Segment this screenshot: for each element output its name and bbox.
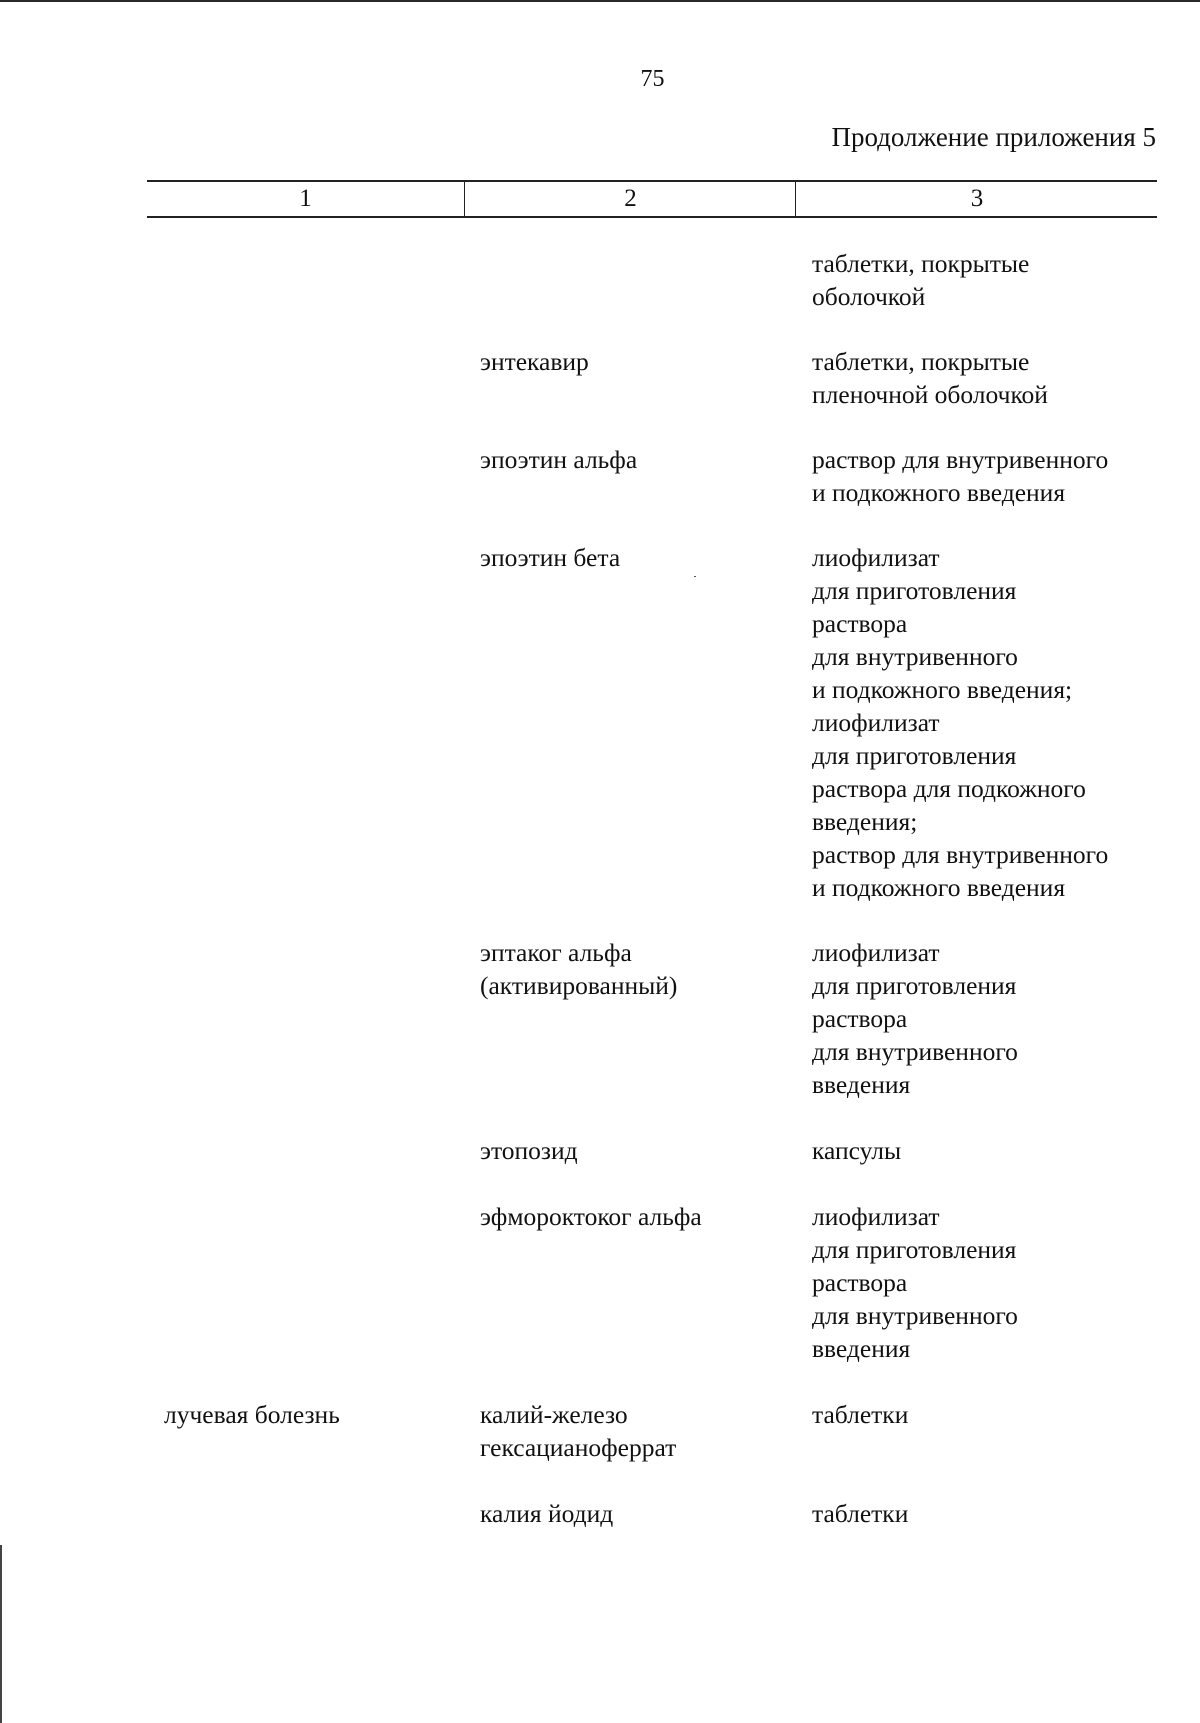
cell-line: (активированный) — [480, 971, 678, 1000]
cell-line: энтекавир — [480, 347, 589, 376]
cell-line: для внутривенного — [812, 1037, 1018, 1066]
drug-cell — [480, 1200, 702, 1233]
drug-cell — [480, 1134, 578, 1167]
cell-line: введения — [812, 1334, 911, 1363]
drug-cell — [480, 1398, 676, 1464]
cell-line: эпоэтин альфа — [480, 445, 638, 474]
header-cell-2: 2 — [464, 182, 796, 216]
cell-line: оболочкой — [812, 282, 926, 311]
cell-line: таблетки — [812, 1400, 909, 1429]
cell-line: для приготовления — [812, 741, 1017, 770]
cell-line: калий-железо — [480, 1400, 628, 1429]
cell-line: для приготовления — [812, 1235, 1017, 1264]
cell-line: этопозид — [480, 1136, 578, 1165]
drug-cell — [480, 936, 677, 1002]
page-number: 75 — [640, 66, 665, 92]
cell-line: эптаког альфа — [480, 938, 632, 967]
cell-line: гексацианоферрат — [480, 1433, 677, 1462]
cell-line: раствора для подкожного — [812, 774, 1086, 803]
cell-line: таблетки, покрытые — [812, 347, 1030, 376]
cell-line: лиофилизат — [812, 938, 940, 967]
table-header — [147, 180, 1157, 218]
disease-cell — [164, 1398, 340, 1431]
dosage-form-cell — [812, 443, 1108, 509]
dosage-form-cell — [812, 1200, 1018, 1365]
dosage-form-cell — [812, 1497, 908, 1530]
cell-line: для внутривенного — [812, 642, 1018, 671]
header-cell-1: 1 — [299, 185, 312, 212]
scan-edge-left — [0, 1545, 2, 1723]
cell-line: и подкожного введения; — [812, 675, 1073, 704]
cell-line: введения — [812, 1070, 911, 1099]
cell-line: и подкожного введения — [812, 873, 1066, 902]
dosage-form-cell — [812, 345, 1048, 411]
dosage-form-cell — [812, 1398, 908, 1431]
dosage-form-cell — [812, 541, 1108, 904]
cell-line: лиофилизат — [812, 543, 940, 572]
cell-line: раствор для внутривенного — [812, 445, 1109, 474]
cell-line: таблетки — [812, 1499, 909, 1528]
dosage-form-cell — [812, 247, 1029, 313]
cell-line: и подкожного введения — [812, 478, 1066, 507]
cell-line: введения; — [812, 807, 918, 836]
dosage-form-cell — [812, 936, 1018, 1101]
cell-line: для внутривенного — [812, 1301, 1018, 1330]
cell-line: капсулы — [812, 1136, 902, 1165]
cell-line: лиофилизат — [812, 1202, 940, 1231]
cell-line: раствор для внутривенного — [812, 840, 1109, 869]
drug-cell — [480, 443, 637, 476]
header-cell-3: 3 — [795, 182, 1158, 216]
scan-edge-top — [0, 0, 1200, 2]
cell-line: для приготовления — [812, 971, 1017, 1000]
cell-line: калия йодид — [480, 1499, 614, 1528]
drug-cell — [480, 1497, 613, 1530]
cell-line: эпоэтин бета — [480, 543, 621, 572]
scan-speck — [694, 576, 696, 577]
drug-cell — [480, 345, 589, 378]
drug-cell — [480, 541, 620, 574]
dosage-form-cell — [812, 1134, 901, 1167]
cell-line: лучевая болезнь — [164, 1400, 340, 1429]
cell-line: лиофилизат — [812, 708, 940, 737]
cell-line: таблетки, покрытые — [812, 249, 1030, 278]
cell-line: раствора — [812, 1004, 908, 1033]
cell-line: пленочной оболочкой — [812, 380, 1048, 409]
continuation-note: Продолжение приложения 5 — [831, 122, 1156, 152]
cell-line: эфмороктоког альфа — [480, 1202, 702, 1231]
cell-line: раствора — [812, 609, 908, 638]
cell-line: раствора — [812, 1268, 908, 1297]
cell-line: для приготовления — [812, 576, 1017, 605]
